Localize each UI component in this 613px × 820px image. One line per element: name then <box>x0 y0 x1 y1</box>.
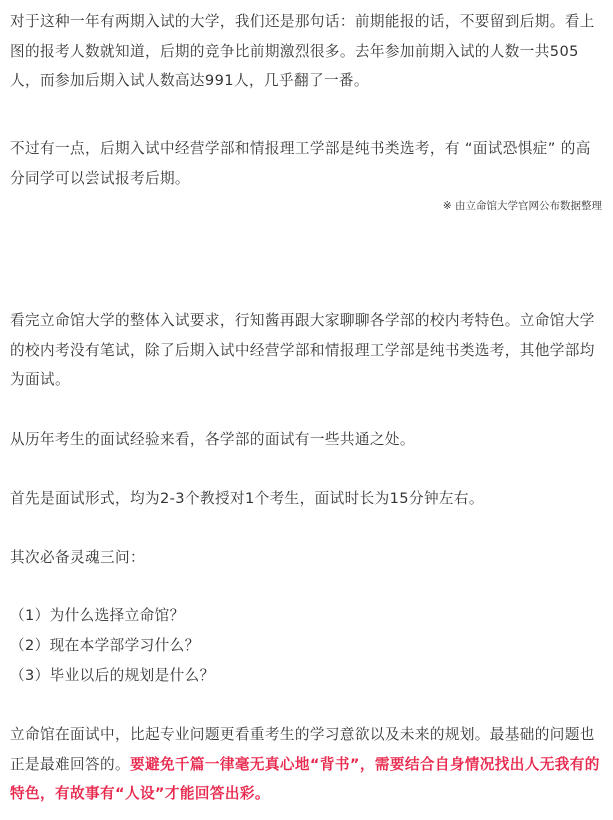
paragraph-exam-period-advice: 对于这种一年有两期入试的大学，我们还是那句话：前期能报的话，不要留到后期。看上图的报考人数就知道，后期的竞争比前期激烈很多。去年参加前期入试的人数一共505人，而参加后期入试人数高达991人，几乎翻了一番。 <box>10 13 595 89</box>
question-item-2: （2）现在本学部学习什么？ <box>10 637 200 654</box>
paragraph-three-questions-intro: 其次必备灵魂三问： <box>10 549 145 566</box>
question-item-1: （1）为什么选择立命馆？ <box>10 607 185 624</box>
highlighted-advice: 要避免千篇一律毫无真心地“背书”，需要结合自身情况找出人无我有的特色，有故事有“人设”才能回答出彩。 <box>10 755 600 802</box>
paragraph-interview-format: 首先是面试形式，均为2-3个教授对1个考生，面试时长为15分钟左右。 <box>10 490 484 507</box>
question-item-3: （3）毕业以后的规划是什么？ <box>10 667 215 684</box>
source-note: ※ 由立命馆大学官网公布数据整理 <box>442 200 602 212</box>
paragraph-interview-common: 从历年考生的面试经验来看，各学部的面试有一些共通之处。 <box>10 431 415 448</box>
interview-focus-text: 立命馆在面试中，比起专业问题更看重考生的学习意欲以及未来的规划。最基础的问题也正是最难回答的。 <box>10 726 595 773</box>
paragraph-interview-overview: 看完立命馆大学的整体入试要求，行知酱再跟大家聊聊各学部的校内考特色。立命馆大学的校内考没有笔试，除了后期入试中经营学部和情报理工学部是纯书类选考，其他学部均为面试。 <box>10 312 595 388</box>
paragraph-later-period-note: 不过有一点，后期入试中经营学部和情报理工学部是纯书类选考，有 “面试恐惧症” 的高分同学可以尝试报考后期。 <box>10 140 591 187</box>
paragraph-interview-focus <box>10 720 602 809</box>
